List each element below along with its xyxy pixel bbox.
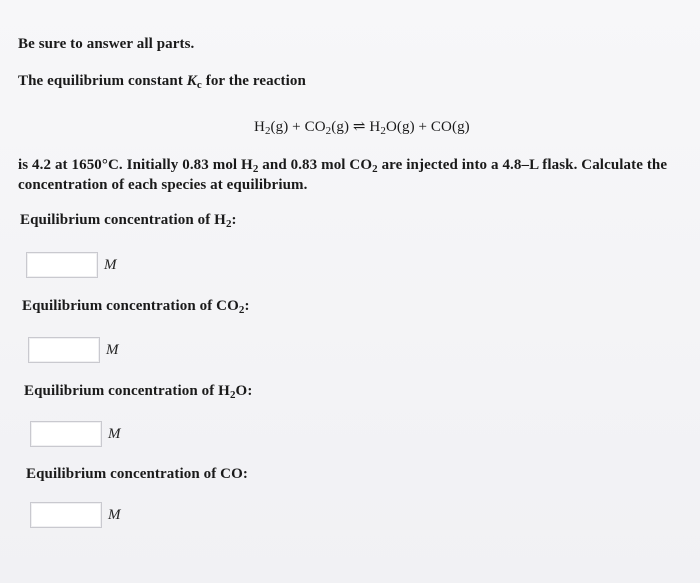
- eq-h2-sub: 2: [264, 125, 271, 137]
- problem-text-part3: are injected into a 4.8–L flask. Calculate the: [377, 157, 668, 173]
- instruction-label: Be sure to answer all parts.: [18, 36, 195, 52]
- problem-text-line2-label: concentration of each species at equilibrium.: [18, 177, 308, 193]
- question-co2-label: [22, 298, 250, 316]
- reaction-equation: [254, 117, 470, 137]
- eq-co2-state: (g) ⇌ H: [331, 119, 381, 135]
- q3-label-post: O:: [235, 383, 253, 399]
- answer-row-co2: [28, 335, 119, 365]
- answer-row-co: [30, 500, 121, 530]
- k-symbol: K: [186, 73, 197, 89]
- q2-label-pre: Equilibrium concentration of CO: [22, 298, 239, 314]
- intro-text: The equilibrium constant: [18, 73, 187, 89]
- eq-h2: H: [254, 119, 265, 135]
- eq-co2-sub: 2: [325, 125, 332, 137]
- q3-label-pre: Equilibrium concentration of H: [24, 383, 230, 399]
- eq-h2o-state: O(g) + CO(g): [385, 119, 470, 135]
- co-concentration-input[interactable]: [30, 502, 102, 528]
- answer-row-h2: [26, 250, 117, 280]
- problem-text-line1: [18, 157, 667, 175]
- q4-label-pre: Equilibrium concentration of CO:: [26, 466, 248, 482]
- h2-concentration-input[interactable]: [26, 252, 98, 278]
- question-co-label: [26, 466, 248, 484]
- q1-label-sub: 2: [225, 218, 232, 230]
- q2-label-sub: 2: [238, 304, 245, 316]
- intro-text-after: for the reaction: [201, 73, 306, 89]
- problem-h2-sub: 2: [252, 163, 259, 175]
- q1-label-pre: Equilibrium concentration of H: [20, 212, 226, 228]
- h2o-concentration-input[interactable]: [30, 421, 102, 447]
- unit-label: M: [106, 341, 119, 358]
- problem-co2-sub: 2: [372, 163, 378, 175]
- unit-label: M: [104, 256, 117, 273]
- problem-text-line2: [18, 177, 307, 194]
- q1-label-post: :: [231, 212, 237, 228]
- unit-label: M: [108, 425, 121, 442]
- question-h2o-label: [24, 383, 252, 401]
- k-subscript: c: [196, 79, 202, 91]
- problem-text-part1: is 4.2 at 1650°C. Initially 0.83 mol H: [18, 157, 253, 173]
- q2-label-post: :: [244, 298, 250, 314]
- problem-intro: [18, 73, 306, 91]
- answer-row-h2o: [30, 419, 121, 449]
- q3-label-sub: 2: [229, 389, 236, 401]
- eq-h2-state: (g) + CO: [270, 119, 326, 135]
- unit-label: M: [108, 506, 121, 523]
- co2-concentration-input[interactable]: [28, 337, 100, 363]
- eq-h2o-sub: 2: [380, 125, 386, 137]
- problem-text-part2: and 0.83 mol CO: [258, 157, 373, 173]
- question-h2-label: [20, 212, 237, 230]
- instruction-text: [18, 36, 194, 53]
